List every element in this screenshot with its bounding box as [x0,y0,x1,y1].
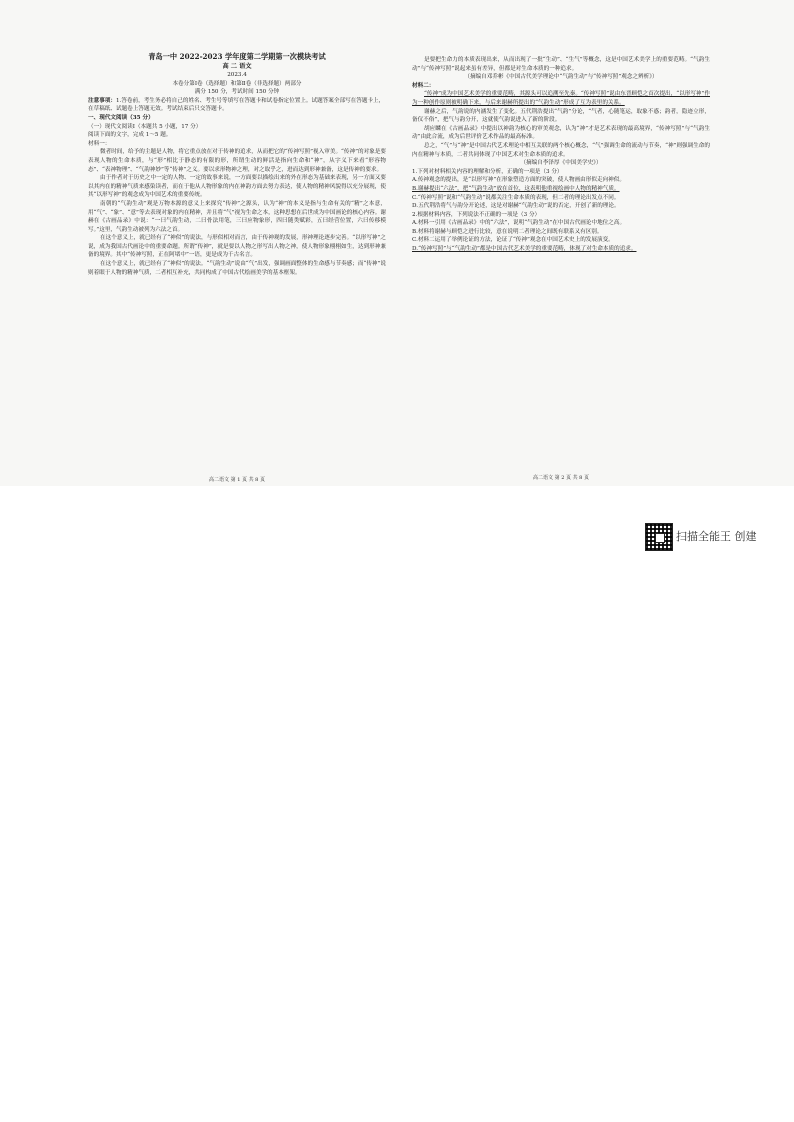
page-footer: 高二语文 第 1 页 共 8 页 [209,477,265,483]
intro-line: 是要把生命力的本质表现出来，从而出现了一批“生动”、“生气”等概念，这是中国艺术美学上的重要范畴。“气韵生动”与“传神写照”说起来虽有差异，但都是对生命本质的一种追求。 [412,57,710,72]
option-d: D.五代荆浩将气与韵分开论述，这是对谢赫“气韵生动”说的否定，开创了新的理论。 [412,203,620,210]
paragraph: 在这个意义上，就已经有了“神似”的说法。“气韵生动”说由“气”出发，强调画面整体的生命感与节奏感；而“传神”说则着眼于人物的精神气质，二者相互补充，共同构成了中国古代绘画美学的基本框架。 [88,261,386,276]
paragraph: 谢赫之后，气韵说的内涵发生了变化。五代荆浩提出“气韵”分论，“气者，心随笔运，取象不惑；韵者，隐迹立形，备仪不俗”，把气与韵分开，这就使气韵说进入了新的阶段。 [412,108,710,124]
structure-note: 本卷分第Ⅰ卷（选择题）和第Ⅱ卷（非选择题）两部分 [172,80,302,87]
material-two-label: 材料二： [412,82,435,89]
qr-code-icon [645,523,673,551]
paragraph: 由于作者对于历史之中一定的人物、一定的故事来说，一方面要以描绘出来的外在形态为基础来表现，另一方面又要以其内在的精神气质来感染读者，而在于他从人物形象的内在神韵方面去努力表达，使人物的精神风貌得以充分展现，使其“以形写神”的观念成为中国艺术的重要传统。 [88,175,386,199]
option-a: A.传神观念的提出，是“以形写神”在形象塑造方面的突破，使人物画由形似走向神似。 [412,177,625,184]
paragraph: 总之，“气”与“神”是中国古代艺术理论中相互关联的两个核心概念，“气”强调生命的流动与节奏，“神”则强调生命的内在精神与本质，二者共同体现了中国艺术对生命本质的追求。 [412,142,710,158]
question-one: 1.下列对材料相关内容的理解和分析，正确的一项是（3 分） [412,168,563,175]
left-page [88,52,386,484]
notice-title: 注意事项： [88,97,116,104]
paragraph: 胡应麟在《古画品录》中提出以神韵为核心的审美观念，认为“神”才是艺术表现的最高境界，“传神写照”与“气韵生动”由此合流，成为后世评价艺术作品的最高标准。 [412,125,710,141]
page-footer: 高二语文 第 2 页 共 8 页 [533,475,589,481]
paragraph: 微者时间，给予的主题是人物，将它重点放在对于传神的追求，从而把它的“传神写照”视入审美。“传神”的对象是要表现人物的生命本质，与“形”相比于静态的有限的形，所谓生动的鲜活是指向生命和“神”，从字义下来看“形容物态”、“表神物理”、“气韵神妙”等“传神”之义。要以求形物神之理，对之取乎之，进而达到形神兼备，这是传神的要求。 [88,149,386,173]
read-instruction: 阅读下面的文字，完成 1～5 题。 [88,132,172,139]
option-c: C.材料二运用了举例论证的方法，论证了“传神”观念在中国艺术史上的发展演变。 [412,237,614,244]
option-d: D.“传神写照”与“气韵生动”都是中国古代艺术美学的重要范畴，体现了对生命本质的追求。 [412,246,637,253]
option-b: B.谢赫提出“六法”，把“气韵生动”放在首位，这表明他重视绘画中人物的精神气质。 [412,185,620,192]
paragraph: 南朝的“气韵生动”观是万物本源的意义上来探究“传神”之源头，认为“神”的本义是指与生命有关的“精”之本意，用“气”、“象”、“意”等去表现对象的内在精神，并且将“气”视为生命之本，这种思想在后世成为中国画论的核心内容。谢赫在《古画品录》中说：“一曰气韵生动，二曰骨法用笔，三曰应物象形，四曰随类赋彩，五曰经营位置，六曰传移模写。”这里，气韵生动被列为六法之首。 [88,200,386,233]
source-two: （摘编自李泽厚《中国美学史》） [520,160,602,167]
score-time: 满分 150 分，考试时间 150 分钟 [194,89,280,96]
paragraph: “传神”成为中国艺术美学的重要范畴，其源头可以追溯至先秦。“传神写照”说由东晋顾恺之首次提出，“以形写神”作为一种创作原则被明确下来，与后来谢赫所提出的“气韵生动”形成了互为表里的关系。 [412,91,710,106]
grade-subject: 高 二 语文 [222,63,252,70]
scanner-brand: 扫描全能王 创建 [676,530,757,543]
notice-text: 1.答卷前，考生务必将自己的姓名、考生号等填写在答题卡和试卷指定位置上。试题答案全部写在答题卡上，在草稿纸、试题卷上答题无效。考试结束后只交答题卡。 [88,97,385,113]
option-b: B.材料将谢赫与顾恺之进行比较，意在说明二者理论之间既有联系又有区别。 [412,228,603,235]
source-line: （摘编自邓乔彬《中国古代美学理论中“气韵生动”与“传神写照”观念之辨析》） [464,74,658,81]
question-two: 2.根据材料内容，下列说法不正确的一项是（3 分） [412,211,541,218]
right-page [412,56,710,482]
option-a: A.材料一引用《古画品录》中的“六法”，说明“气韵生动”在中国古代画论中地位之高。 [412,220,626,227]
section-one-sub: （一）现代文阅读Ⅰ（本题共 5 小题，17 分） [88,123,202,130]
school-title: 青岛一中 2022-2023 学年度第二学期第一次模块考试 [148,52,326,61]
paragraph: 在这个意义上，就已经有了“神似”的说法，与形似相对而言，由于传神观的发展，形神理论逐步完善。“以形写神”之说，成为我国古代画论中的重要命题。所谓“传神”，就是要以人物之形写出人物之神，使人物形象栩栩如生，达到形神兼备的境界。其中“传神写照，正在阿堵中”一语，更是成为千古名言。 [88,235,386,259]
section-one-title: 一、现代文阅读（35 分） [88,114,154,121]
option-c: C.“传神写照”说和“气韵生动”说都关注生命本质的表现，但二者的理论出发点不同。 [412,194,620,201]
material-one-label: 材料一： [88,140,111,147]
exam-date: 2023.4 [227,72,247,78]
